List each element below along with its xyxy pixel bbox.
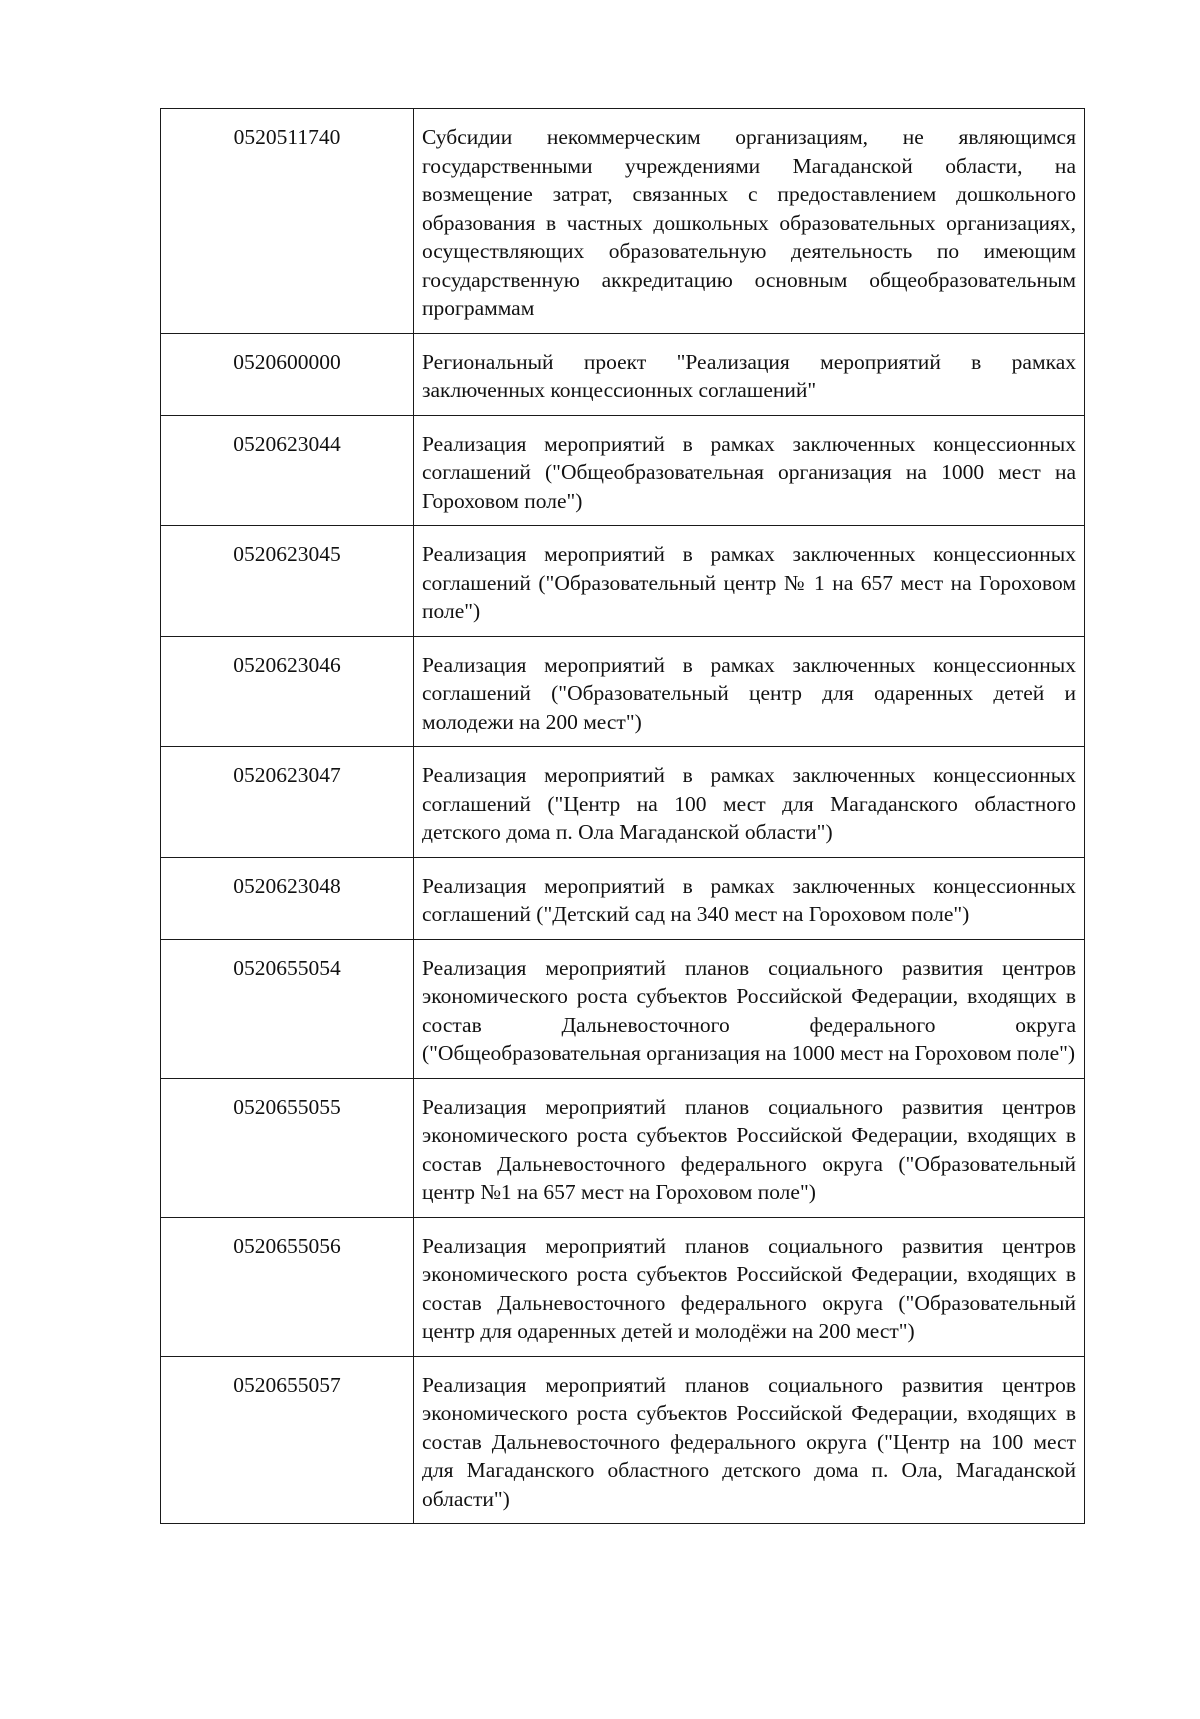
code-cell: 0520623044 bbox=[161, 415, 414, 526]
table-row bbox=[161, 747, 1085, 858]
code-cell: 0520623048 bbox=[161, 857, 414, 939]
code-cell: 0520623045 bbox=[161, 526, 414, 637]
code-cell: 0520655057 bbox=[161, 1356, 414, 1524]
table-row bbox=[161, 333, 1085, 415]
table-row bbox=[161, 939, 1085, 1078]
code-cell: 0520511740 bbox=[161, 109, 414, 334]
description-cell: Реализация мероприятий в рамках заключенных концессионных соглашений ("Общеобразовательная организация на 1000 мест на Гороховом поле") bbox=[414, 415, 1085, 526]
description-cell: Реализация мероприятий планов социального развития центров экономического роста субъектов Российской Федерации, входящих в состав Дальневосточного федерального округа ("Образовательный центр №1 на 657 мест на Гороховом поле") bbox=[414, 1078, 1085, 1217]
table-row bbox=[161, 1217, 1085, 1356]
table-row bbox=[161, 526, 1085, 637]
description-cell: Реализация мероприятий в рамках заключенных концессионных соглашений ("Образовательный центр для одаренных детей и молодежи на 200 мест") bbox=[414, 636, 1085, 747]
description-cell: Реализация мероприятий планов социального развития центров экономического роста субъектов Российской Федерации, входящих в состав Дальневосточного федерального округа ("Образовательный центр для одаренных детей и молодёжи на 200 мест") bbox=[414, 1217, 1085, 1356]
description-cell: Реализация мероприятий в рамках заключенных концессионных соглашений ("Детский сад на 340 мест на Гороховом поле") bbox=[414, 857, 1085, 939]
description-cell: Региональный проект "Реализация мероприятий в рамках заключенных концессионных соглашений" bbox=[414, 333, 1085, 415]
table-row bbox=[161, 857, 1085, 939]
table-row bbox=[161, 109, 1085, 334]
table-row bbox=[161, 415, 1085, 526]
description-cell: Реализация мероприятий в рамках заключенных концессионных соглашений ("Центр на 100 мест для Магаданского областного детского дома п. Ола Магаданской области") bbox=[414, 747, 1085, 858]
description-cell: Субсидии некоммерческим организациям, не являющимся государственными учреждениями Магаданской области, на возмещение затрат, связанных с предоставлением дошкольного образования в частных дошкольных образовательных организациях, осуществляющих образовательную деятельность по имеющим государственную аккредитацию основным общеобразовательным программам bbox=[414, 109, 1085, 334]
description-cell: Реализация мероприятий планов социального развития центров экономического роста субъектов Российской Федерации, входящих в состав Дальневосточного федерального округа ("Центр на 100 мест для Магаданского областного детского дома п. Ола, Магаданской области") bbox=[414, 1356, 1085, 1524]
table-row bbox=[161, 1356, 1085, 1524]
code-cell: 0520600000 bbox=[161, 333, 414, 415]
table-row bbox=[161, 1078, 1085, 1217]
code-cell: 0520623046 bbox=[161, 636, 414, 747]
code-cell: 0520655056 bbox=[161, 1217, 414, 1356]
table-body bbox=[161, 109, 1085, 1524]
code-cell: 0520655055 bbox=[161, 1078, 414, 1217]
budget-code-table bbox=[160, 108, 1085, 1524]
description-cell: Реализация мероприятий планов социального развития центров экономического роста субъектов Российской Федерации, входящих в состав Дальневосточного федерального округа ("Общеобразовательная организация на 1000 мест на Гороховом поле") bbox=[414, 939, 1085, 1078]
description-cell: Реализация мероприятий в рамках заключенных концессионных соглашений ("Образовательный центр № 1 на 657 мест на Гороховом поле") bbox=[414, 526, 1085, 637]
code-cell: 0520623047 bbox=[161, 747, 414, 858]
table-row bbox=[161, 636, 1085, 747]
code-cell: 0520655054 bbox=[161, 939, 414, 1078]
